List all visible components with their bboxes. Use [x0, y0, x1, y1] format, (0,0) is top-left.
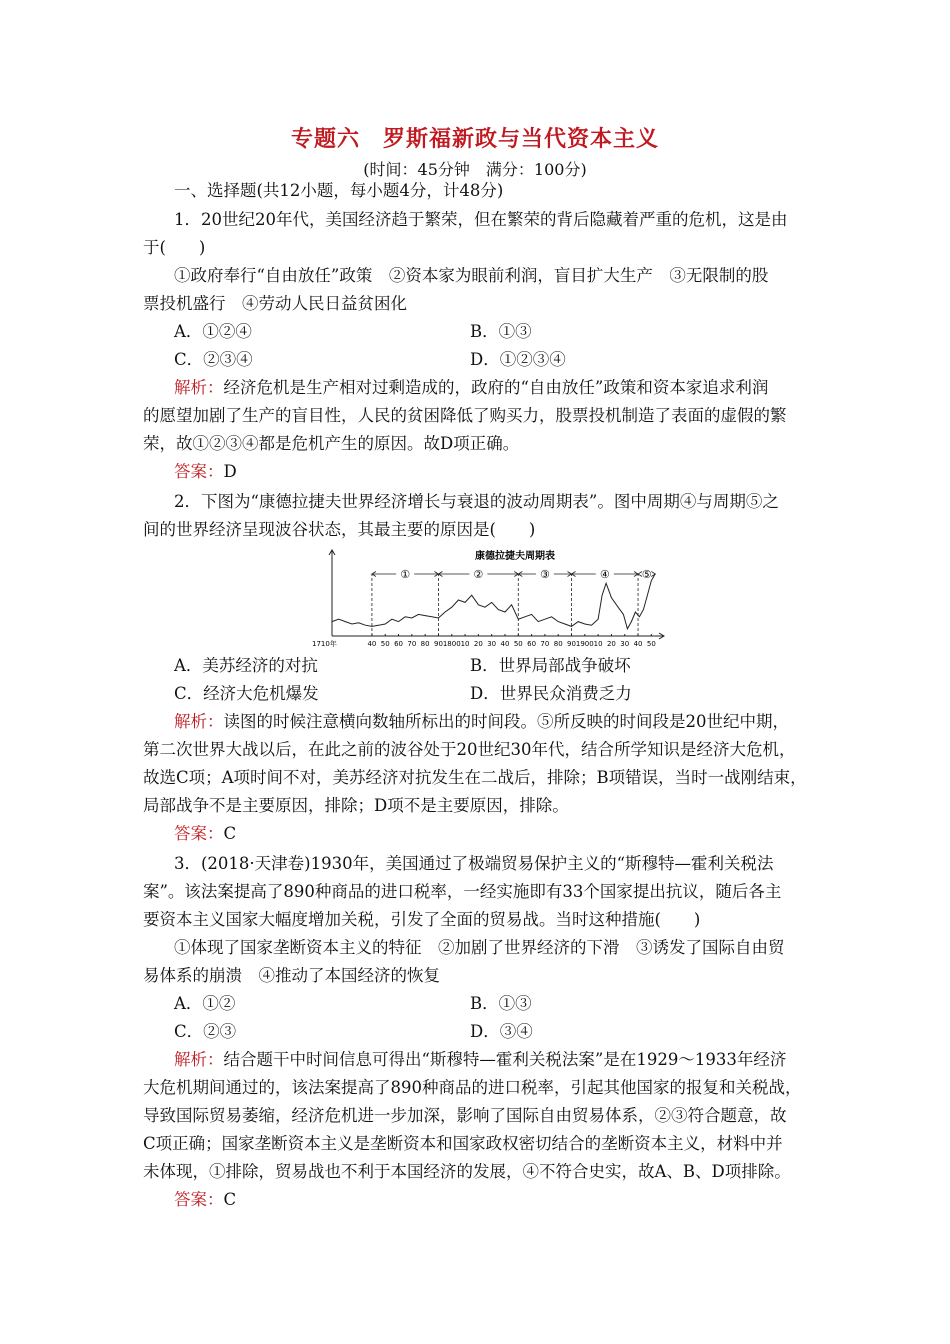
q3-option-c: C．②③: [174, 1022, 237, 1041]
q3-stem-line3: 要资本主义国家大幅度增加关税，引发了全面的贸易战。当时这种措施( ): [143, 910, 701, 929]
q2-option-c: C．经济大危机爆发: [174, 684, 319, 703]
x-start-label: 1710年: [312, 640, 337, 648]
x-tick-label: 20: [606, 640, 616, 648]
x-tick-label: 80: [553, 640, 563, 648]
q2-option-a: A．美苏经济的对抗: [174, 656, 318, 675]
q1-explanation-label: 解析：: [174, 378, 224, 397]
x-tick-label: 10: [460, 640, 470, 648]
q3-stem-line1: 3．(2018·天津卷)1930年，美国通过了极端贸易保护主义的“斯穆特—霍利关税法: [174, 854, 774, 873]
q3-option-d: D．③④: [470, 1022, 533, 1041]
q1-explanation-line1: [174, 375, 768, 401]
x-tick-label: 70: [540, 640, 550, 648]
q1-option-b: B．①③: [470, 322, 532, 341]
q2-answer-value: C: [223, 824, 237, 843]
x-tick-label: 10: [593, 640, 603, 648]
q3-explanation-line1: [174, 1047, 786, 1073]
q2-explanation-text: 读图的时候注意横向数轴所标出的时间段。⑤所反映的时间段是20世纪中期，: [223, 712, 789, 731]
period-label: ⑤: [641, 568, 652, 581]
q1-stem-line1: 1．20世纪20年代，美国经济趋于繁荣，但在繁荣的背后隐藏着严重的危机，这是由: [174, 210, 788, 229]
period-label: ③: [539, 568, 550, 581]
q2-explanation-line2: 第二次世界大战以后，在此之前的波谷处于20世纪30年代，结合所学知识是经济大危机，: [143, 740, 796, 759]
q1-explanation-line3: 荣，故①②③④都是危机产生的原因。故D项正确。: [143, 434, 520, 453]
period-label: ②: [473, 568, 484, 581]
q1-answer: [174, 459, 237, 485]
x-tick-label: 60: [527, 640, 537, 648]
q2-stem-line2: 间的世界经济呈现波谷状态，其最主要的原因是( ): [143, 520, 536, 539]
q3-explanation-text: 结合题干中时间信息可得出“斯穆特—霍利关税法案”是在1929～1933年经济: [223, 1050, 787, 1069]
q3-items-line2: 易体系的崩溃 ④推动了本国经济的恢复: [143, 966, 440, 985]
q1-option-c: C．②③④: [174, 350, 253, 369]
q1-answer-value: D: [223, 462, 237, 481]
x-tick-label: 70: [407, 640, 417, 648]
x-tick-label: 40: [367, 640, 377, 648]
q3-stem-line2: 案”。该法案提高了890种商品的进口税率，一经实施即有33个国家提出抗议，随后各主: [143, 882, 782, 901]
kondratiev-chart: [312, 546, 670, 650]
x-tick-label: 50: [646, 640, 656, 648]
period-label: ④: [599, 568, 610, 581]
x-tick-label: 40: [500, 640, 510, 648]
x-tick-label: 80: [420, 640, 430, 648]
data-series-line: [332, 574, 655, 629]
x-tick-label: 20: [473, 640, 483, 648]
period-label: ①: [400, 568, 411, 581]
x-tick-label: 90: [567, 640, 576, 648]
q3-option-a: A．①②: [174, 994, 236, 1013]
q2-answer: [174, 821, 236, 847]
q2-answer-label: 答案：: [174, 824, 224, 843]
x-tick-label: 30: [620, 640, 630, 648]
x-tick-label: 30: [487, 640, 497, 648]
q2-option-b: B．世界局部战争破坏: [470, 656, 631, 675]
q1-option-d: D．①②③④: [470, 350, 566, 369]
x-tick-label: 1900: [575, 640, 594, 648]
x-tick-label: 60: [394, 640, 403, 648]
q3-explanation-line4: C项正确；国家垄断资本主义是垄断资本和国家政权密切结合的垄断资本主义，材料中并: [143, 1134, 783, 1153]
q3-items-line1: ①体现了国家垄断资本主义的特征 ②加剧了世界经济的下滑 ③诱发了国际自由贸: [174, 938, 785, 957]
q2-explanation-line3: 故选C项；A项时间不对，美苏经济对抗发生在二战后，排除；B项错误，当时一战刚结束，: [143, 768, 807, 787]
x-tick-label: 90: [433, 640, 443, 648]
q3-answer-label: 答案：: [174, 1190, 224, 1209]
q2-explanation-line1: [174, 709, 789, 735]
chart-title: 康德拉捷夫周期表: [475, 551, 555, 562]
q3-answer: [174, 1187, 236, 1213]
q1-explanation-text: 经济危机是生产相对过剩造成的，政府的“自由放任”政策和资本家追求利润: [223, 378, 769, 397]
q3-option-b: B．①③: [470, 994, 532, 1013]
q1-answer-label: 答案：: [174, 462, 224, 481]
q3-explanation-line3: 导致国际贸易萎缩，经济危机进一步加深，影响了国际自由贸易体系，②③符合题意，故: [143, 1106, 787, 1125]
q1-explanation-line2: 的愿望加剧了生产的盲目性，人民的贫困降低了购买力，股票投机制造了表面的虚假的繁: [143, 406, 787, 425]
page-subtitle: (时间：45分钟 满分：100分): [363, 160, 587, 179]
section-heading: 一、选择题(共12小题，每小题4分，计48分): [174, 181, 504, 200]
q2-explanation-label: 解析：: [174, 712, 224, 731]
q3-answer-value: C: [223, 1190, 237, 1209]
q1-stem-line2: 于( ): [143, 238, 206, 257]
q1-items-line1: ①政府奉行“自由放任”政策 ②资本家为眼前利润，盲目扩大生产 ③无限制的股: [174, 266, 769, 285]
x-tick-label: 50: [513, 640, 523, 648]
q1-option-a: A．①②④: [174, 322, 252, 341]
q2-explanation-line4: 局部战争不是主要原因，排除；D项不是主要原因，排除。: [143, 796, 569, 815]
x-tick-label: 1800: [442, 640, 461, 648]
x-tick-label: 40: [633, 640, 643, 648]
x-tick-label: 50: [380, 640, 390, 648]
q2-option-d: D．世界民众消费乏力: [470, 684, 632, 703]
q3-explanation-line5: 未体现，①排除，贸易战也不利于本国经济的发展，④不符合史实，故A、B、D项排除。: [143, 1162, 791, 1181]
page-title: 专题六 罗斯福新政与当代资本主义: [290, 127, 659, 152]
q2-stem-line1: 2．下图为“康德拉捷夫世界经济增长与衰退的波动周期表”。图中周期④与周期⑤之: [174, 492, 779, 511]
q3-explanation-line2: 大危机期间通过的，该法案提高了890种商品的进口税率，引起其他国家的报复和关税战，: [143, 1078, 802, 1097]
q1-items-line2: 票投机盛行 ④劳动人民日益贫困化: [143, 294, 407, 313]
q3-explanation-label: 解析：: [174, 1050, 224, 1069]
